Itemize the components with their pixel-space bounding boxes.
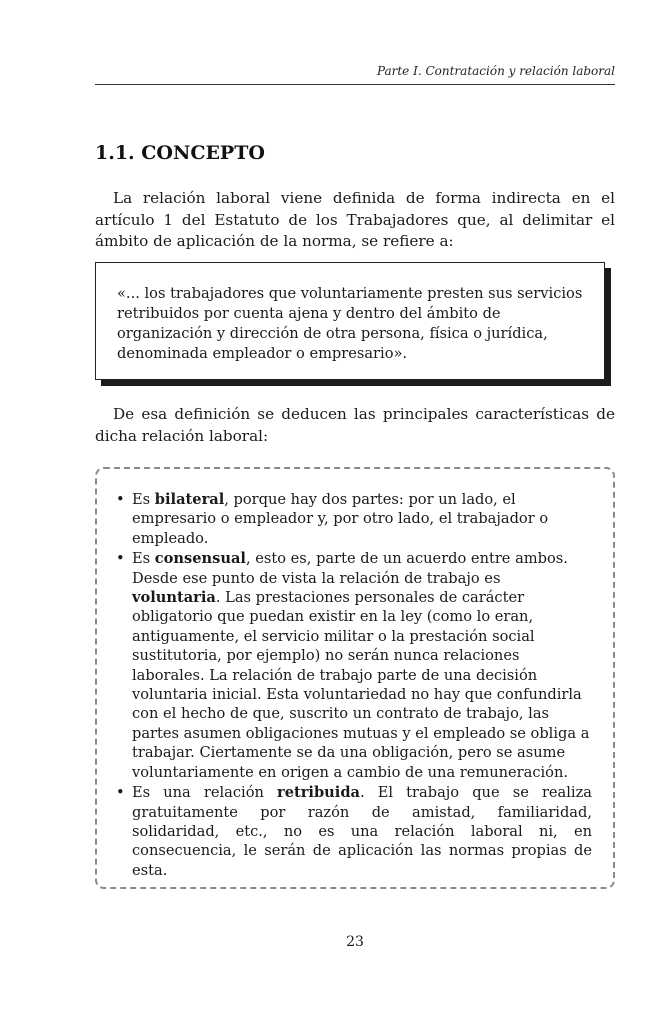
list-item-bilateral xyxy=(116,490,592,548)
list-item-consensual xyxy=(116,549,592,782)
list-item-retribuida xyxy=(116,783,592,880)
intro-paragraph: La relación laboral viene definida de forma indirecta en el artículo 1 del Estatuto de los Trabajadores que, al delimitar el ámbito de aplicación de la norma, se refiere a: xyxy=(95,189,615,250)
keyword-retribuida: retribuida xyxy=(277,784,360,802)
keyword-consensual: consensual xyxy=(154,550,246,568)
bullet-icon: • xyxy=(116,550,125,568)
characteristics-intro: De esa definición se deducen las principales características de dicha relación laboral: xyxy=(95,405,615,445)
bullet-text-after: , porque hay dos partes: por un lado, el empresario o empleador y, por otro lado, el trabajador o empleado. xyxy=(132,491,549,547)
bullet-text-before: Es xyxy=(132,550,155,568)
bullet-text-before: Es una relación xyxy=(132,784,278,802)
bullet-text-before: Es xyxy=(132,491,155,508)
quote-box xyxy=(95,262,605,380)
header-rule xyxy=(95,84,615,85)
keyword-bilateral: bilateral xyxy=(154,491,225,508)
section-title: 1.1. CONCEPTO xyxy=(95,142,265,164)
characteristics-list xyxy=(116,490,592,881)
keyword-voluntaria: voluntaria xyxy=(132,589,216,607)
bullet-text-after: . Las prestaciones personales de carácter obligatorio que puedan existir en la ley (como lo eran, antiguamente, el servicio militar o la prestación social sustitutoria, por ejemplo) no serán nunca relaciones laborales. La relación de trabajo parte de una decisión voluntaria inicial. Esta voluntariedad no hay que confundirla con el hecho de que, suscrito un contrato de trabajo, las partes asumen obligaciones mutuas y el empleado se obliga a trabajar. Ciertamente se da una obligación, pero se asume voluntariamente en origen a cambio de una remuneración. xyxy=(132,589,590,781)
page-number: 23 xyxy=(346,934,364,950)
bullet-text-middle: , esto es, parte de un acuerdo entre ambos. Desde ese punto de vista la relación de trabajo es xyxy=(132,550,568,587)
bullet-text-after: . El trabajo que se realiza gratuitamente por razón de amistad, familiaridad, solidaridad, etc., no es una relación laboral ni, en consecuencia, le serán de aplicación las normas propias de esta. xyxy=(132,784,592,879)
running-header: Parte I. Contratación y relación laboral xyxy=(376,64,615,78)
bullet-icon: • xyxy=(116,784,125,802)
quote-text: «... los trabajadores que voluntariamente presten sus servicios retribuidos por cuenta ajena y dentro del ámbito de organización y dirección de otra persona, física o jurídica, denominada empleador o empresario». xyxy=(117,285,583,362)
bullet-icon: • xyxy=(116,491,125,508)
